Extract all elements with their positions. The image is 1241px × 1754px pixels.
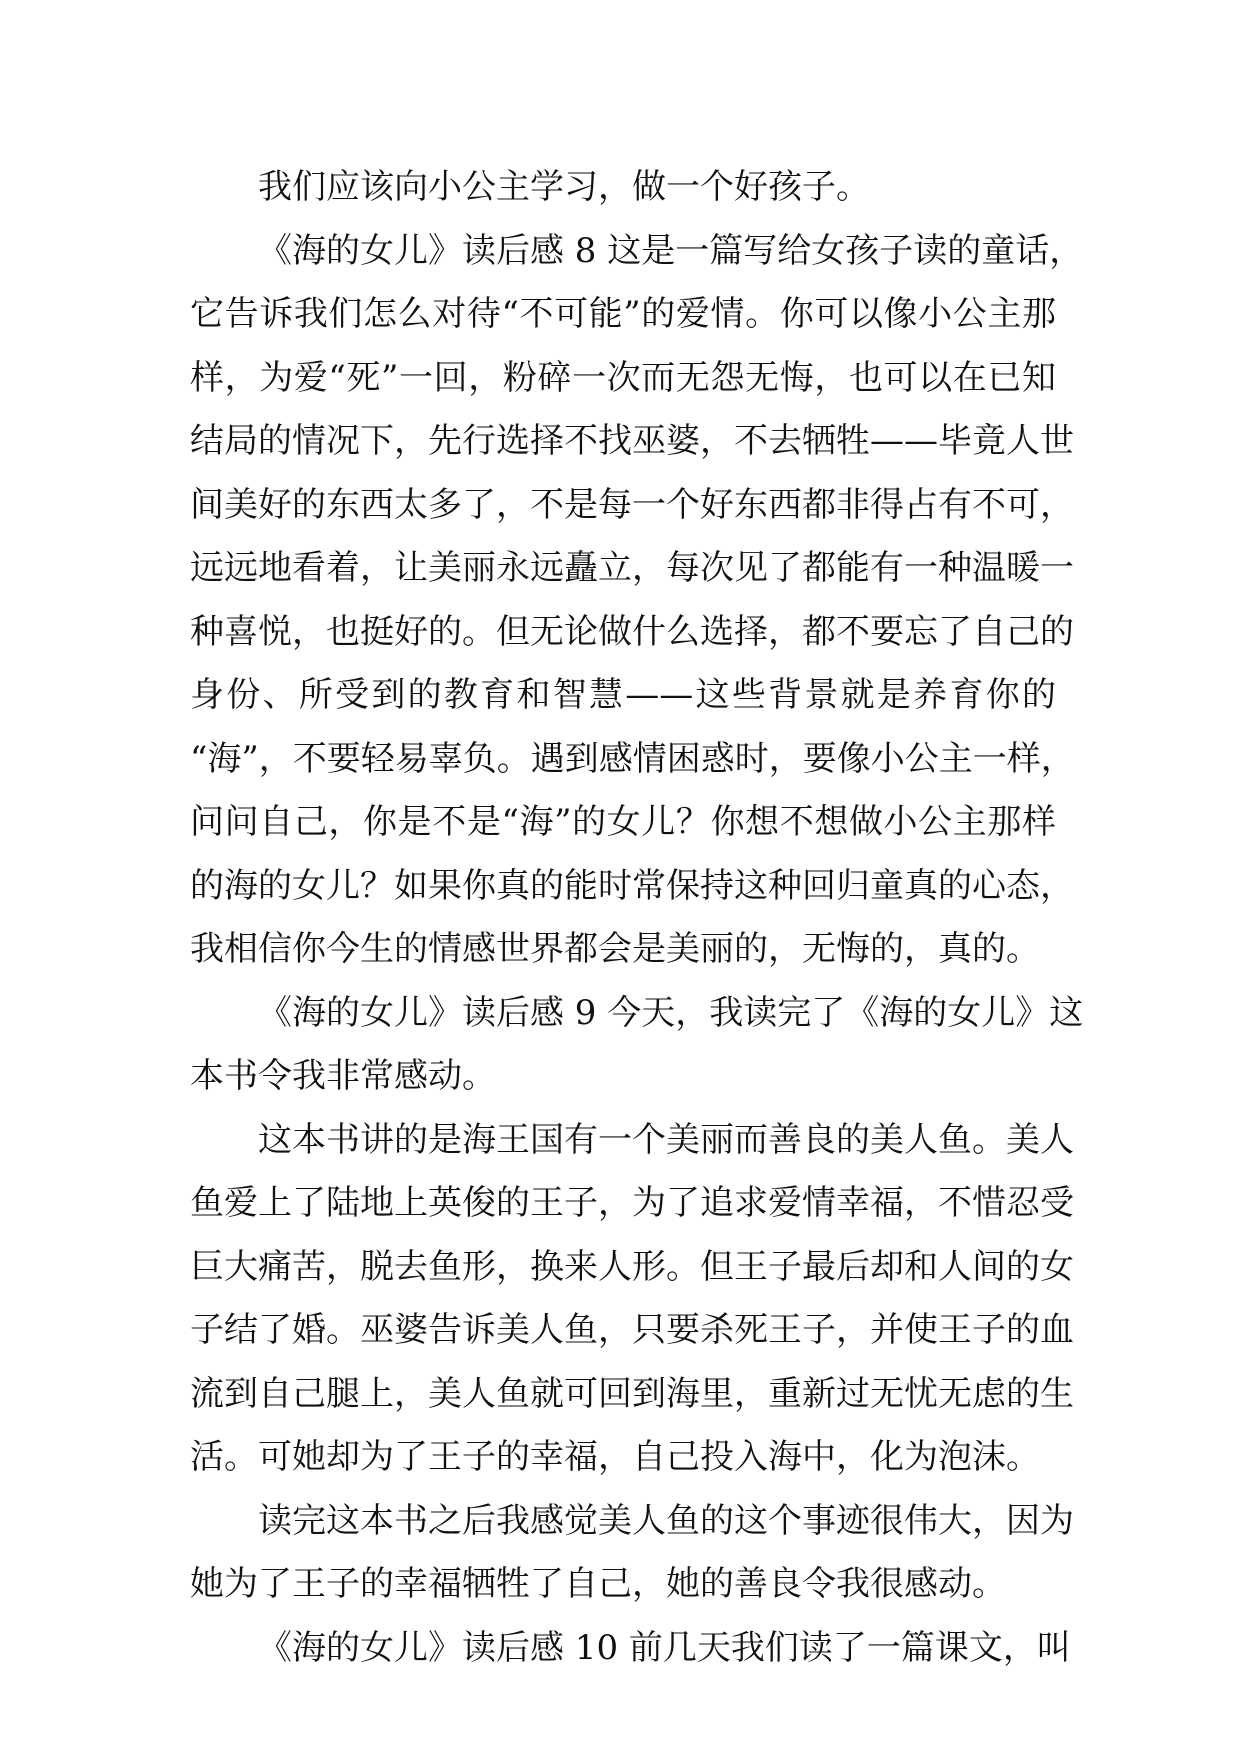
paragraph-2: [190, 220, 1084, 982]
text-line: 《海的女儿》读后感 10 前几天我们读了一篇课文，叫: [258, 1627, 1071, 1668]
text-line: 本书令我非常感动。: [190, 1056, 496, 1096]
text-line: 我们应该向小公主学习，做一个好孩子。: [258, 167, 870, 207]
text-line: 我相信你今生的情感世界都会是美丽的，无悔的，真的。: [190, 929, 1040, 969]
text-line: 结局的情况下，先行选择不找巫婆，不去牺牲——毕竟人世: [190, 421, 1074, 461]
text-line: 读完这本书之后我感觉美人鱼的这个事迹很伟大，因为: [258, 1500, 1074, 1541]
text-line: 活。可她却为了王子的幸福，自己投入海中，化为泡沫。: [190, 1437, 1040, 1477]
paragraph-5: [190, 1490, 1074, 1617]
text-line: 《海的女儿》读后感 8 这是一篇写给女孩子读的童话，: [258, 230, 1084, 271]
text-line: 子结了婚。巫婆告诉美人鱼，只要杀死王子，并使王子的血: [190, 1310, 1074, 1350]
text-line: 鱼爱上了陆地上英俊的王子，为了追求爱情幸福，不惜忍受: [190, 1183, 1074, 1223]
text-line: 的海的女儿？如果你真的能时常保持这种回归童真的心态，: [190, 865, 1074, 906]
text-line: 身份、所受到的教育和智慧——这些背景就是养育你的: [190, 675, 1056, 715]
paragraph-3: [190, 982, 1084, 1109]
text-line: 间美好的东西太多了，不是每一个好东西都非得占有不可，: [190, 484, 1074, 525]
paragraph-1: [190, 156, 1056, 220]
text-line: 这本书讲的是海王国有一个美丽而善良的美人鱼。美人: [258, 1119, 1074, 1160]
text-line: 问问自己，你是不是“海”的女儿？你想不想做小公主那样: [190, 802, 1056, 842]
paragraph-6: [190, 1617, 1071, 1681]
text-line: 种喜悦，也挺好的。但无论做什么选择，都不要忘了自己的: [190, 611, 1074, 652]
text-line: 她为了王子的幸福牺牲了自己，她的善良令我很感动。: [190, 1564, 1006, 1604]
text-line: 流到自己腿上，美人鱼就可回到海里，重新过无忧无虑的生: [190, 1373, 1074, 1414]
text-line: “海”，不要轻易辜负。遇到感情困惑时，要像小公主一样，: [190, 738, 1075, 779]
text-line: 样，为爱“死”一回，粉碎一次而无怨无悔，也可以在已知: [190, 357, 1056, 398]
text-line: 它告诉我们怎么对待“不可能”的爱情。你可以像小公主那: [190, 294, 1056, 334]
text-line: 远远地看着，让美丽永远矗立，每次见了都能有一种温暖一: [190, 548, 1074, 588]
text-line: 《海的女儿》读后感 9 今天，我读完了《海的女儿》这: [258, 992, 1084, 1033]
text-line: 巨大痛苦，脱去鱼形，换来人形。但王子最后却和人间的女: [190, 1246, 1074, 1287]
document-body: [190, 156, 1084, 1680]
paragraph-4: [190, 1109, 1074, 1490]
